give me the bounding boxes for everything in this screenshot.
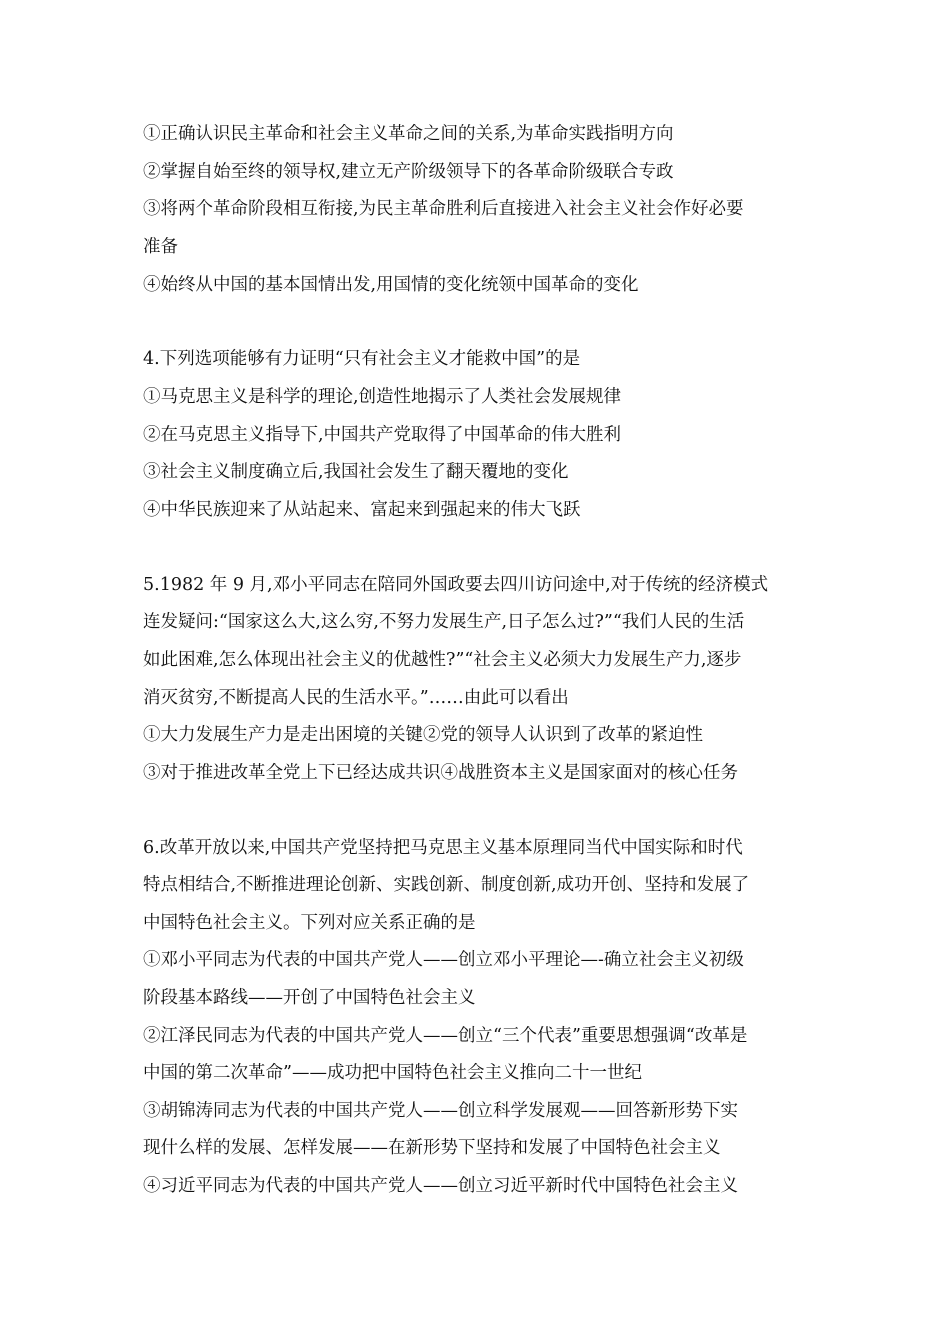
q3-item-1: ①正确认识民主革命和社会主义革命之间的关系,为革命实践指明方向	[143, 124, 674, 144]
q6-item-1-line2: 阶段基本路线——开创了中国特色社会主义	[143, 988, 476, 1008]
q3-item-4: ④始终从中国的基本国情出发,用国情的变化统领中国革命的变化	[143, 275, 639, 295]
q6-stem-line2: 特点相结合,不断推进理论创新、实践创新、制度创新,成功开创、坚持和发展了	[143, 875, 750, 895]
q6-stem-line1: 6.改革开放以来,中国共产党坚持把马克思主义基本原理同当代中国实际和时代	[143, 838, 743, 858]
q4-item-1: ①马克思主义是科学的理论,创造性地揭示了人类社会发展规律	[143, 387, 622, 407]
q5-stem-line2: 连发疑问:“国家这么大,这么穷,不努力发展生产,日子怎么过?”“我们人民的生活	[143, 612, 745, 632]
q4-stem: 4.下列选项能够有力证明“只有社会主义才能救中国”的是	[143, 349, 581, 369]
q5-items-line1: ①大力发展生产力是走出困境的关键②党的领导人认识到了改革的紧迫性	[143, 725, 703, 745]
q3-item-2: ②掌握自始至终的领导权,建立无产阶级领导下的各革命阶级联合专政	[143, 162, 674, 182]
q3-item-3-line2: 准备	[143, 237, 178, 257]
q5-stem-line4: 消灭贫穷,不断提高人民的生活水平。”……由此可以看出	[143, 688, 569, 708]
q4-item-3: ③社会主义制度确立后,我国社会发生了翻天覆地的变化	[143, 462, 569, 482]
q6-item-3-line1: ③胡锦涛同志为代表的中国共产党人——创立科学发展观——回答新形势下实	[143, 1101, 738, 1121]
q4-item-4: ④中华民族迎来了从站起来、富起来到强起来的伟大飞跃	[143, 500, 581, 520]
q6-item-2-line1: ②江泽民同志为代表的中国共产党人——创立“三个代表”重要思想强调“改革是	[143, 1026, 748, 1046]
q4-item-2: ②在马克思主义指导下,中国共产党取得了中国革命的伟大胜利	[143, 425, 622, 445]
q6-stem-line3: 中国特色社会主义。下列对应关系正确的是	[143, 913, 476, 933]
q6-item-1-line1: ①邓小平同志为代表的中国共产党人——创立邓小平理论—-确立社会主义初级	[143, 950, 744, 970]
q6-item-4-line1: ④习近平同志为代表的中国共产党人——创立习近平新时代中国特色社会主义	[143, 1176, 738, 1196]
q5-stem-line3: 如此困难,怎么体现出社会主义的优越性?”“社会主义必须大力发展生产力,逐步	[143, 650, 742, 670]
q6-item-2-line2: 中国的第二次革命”——成功把中国特色社会主义推向二十一世纪	[143, 1063, 642, 1083]
q3-item-3-line1: ③将两个革命阶段相互衔接,为民主革命胜利后直接进入社会主义社会作好必要	[143, 199, 744, 219]
q5-stem-line1: 5.1982 年 9 月,邓小平同志在陪同外国政要去四川访问途中,对于传统的经济模式	[143, 575, 769, 595]
q5-items-line2: ③对于推进改革全党上下已经达成共识④战胜资本主义是国家面对的核心任务	[143, 763, 738, 783]
q6-item-3-line2: 现什么样的发展、怎样发展——在新形势下坚持和发展了中国特色社会主义	[143, 1138, 721, 1158]
